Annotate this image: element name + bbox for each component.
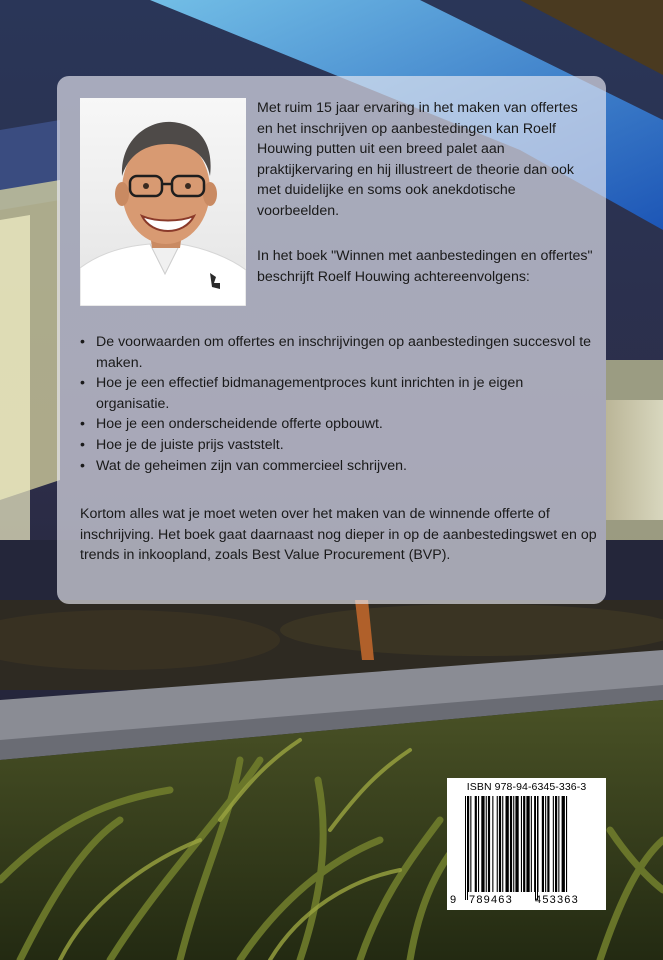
list-item: • Hoe je de juiste prijs vaststelt. [80,435,592,456]
book-intro-paragraph: In het boek "Winnen met aanbestedingen en offertes" beschrijft Roelf Houwing achtereenvolgens: [257,248,593,285]
list-item: • Hoe je een onderscheidende offerte opbouwt. [80,414,592,435]
list-item: • Wat de geheimen zijn van commercieel schrijven. [80,456,592,477]
barcode-digit-first: 9 [450,894,458,906]
isbn-barcode [447,778,606,910]
isbn-label: ISBN 978-94-6345-336-3 [466,781,587,793]
barcode-bars [453,796,600,904]
topics-list [80,332,592,476]
author-photo [80,98,246,306]
intro-paragraph: Met ruim 15 jaar ervaring in het maken van offertes en het inschrijven op aanbestedingen kan Roelf Houwing putten uit een breed palet aan praktijkervaring en hij illustreert de theorie dan ook met duidelijke en soms ook anekdotische voorbeelden. [257,100,578,219]
list-item: • Hoe je een effectief bidmanagementproces kunt inrichten in je eigen organisatie. [80,373,592,414]
list-item: • De voorwaarden om offertes en inschrijvingen op aanbestedingen succesvol te maken. [80,332,592,373]
barcode-digits-left: 789463 [469,894,513,906]
barcode-digits-right: 453363 [535,894,579,906]
closing-paragraph: Kortom alles wat je moet weten over het maken van de winnende offerte of inschrijving. Het boek gaat daarnaast nog dieper in op de aanbestedingswet en op trends in inkoopland, zoals Best Value Procurement (BVP). [80,506,597,564]
